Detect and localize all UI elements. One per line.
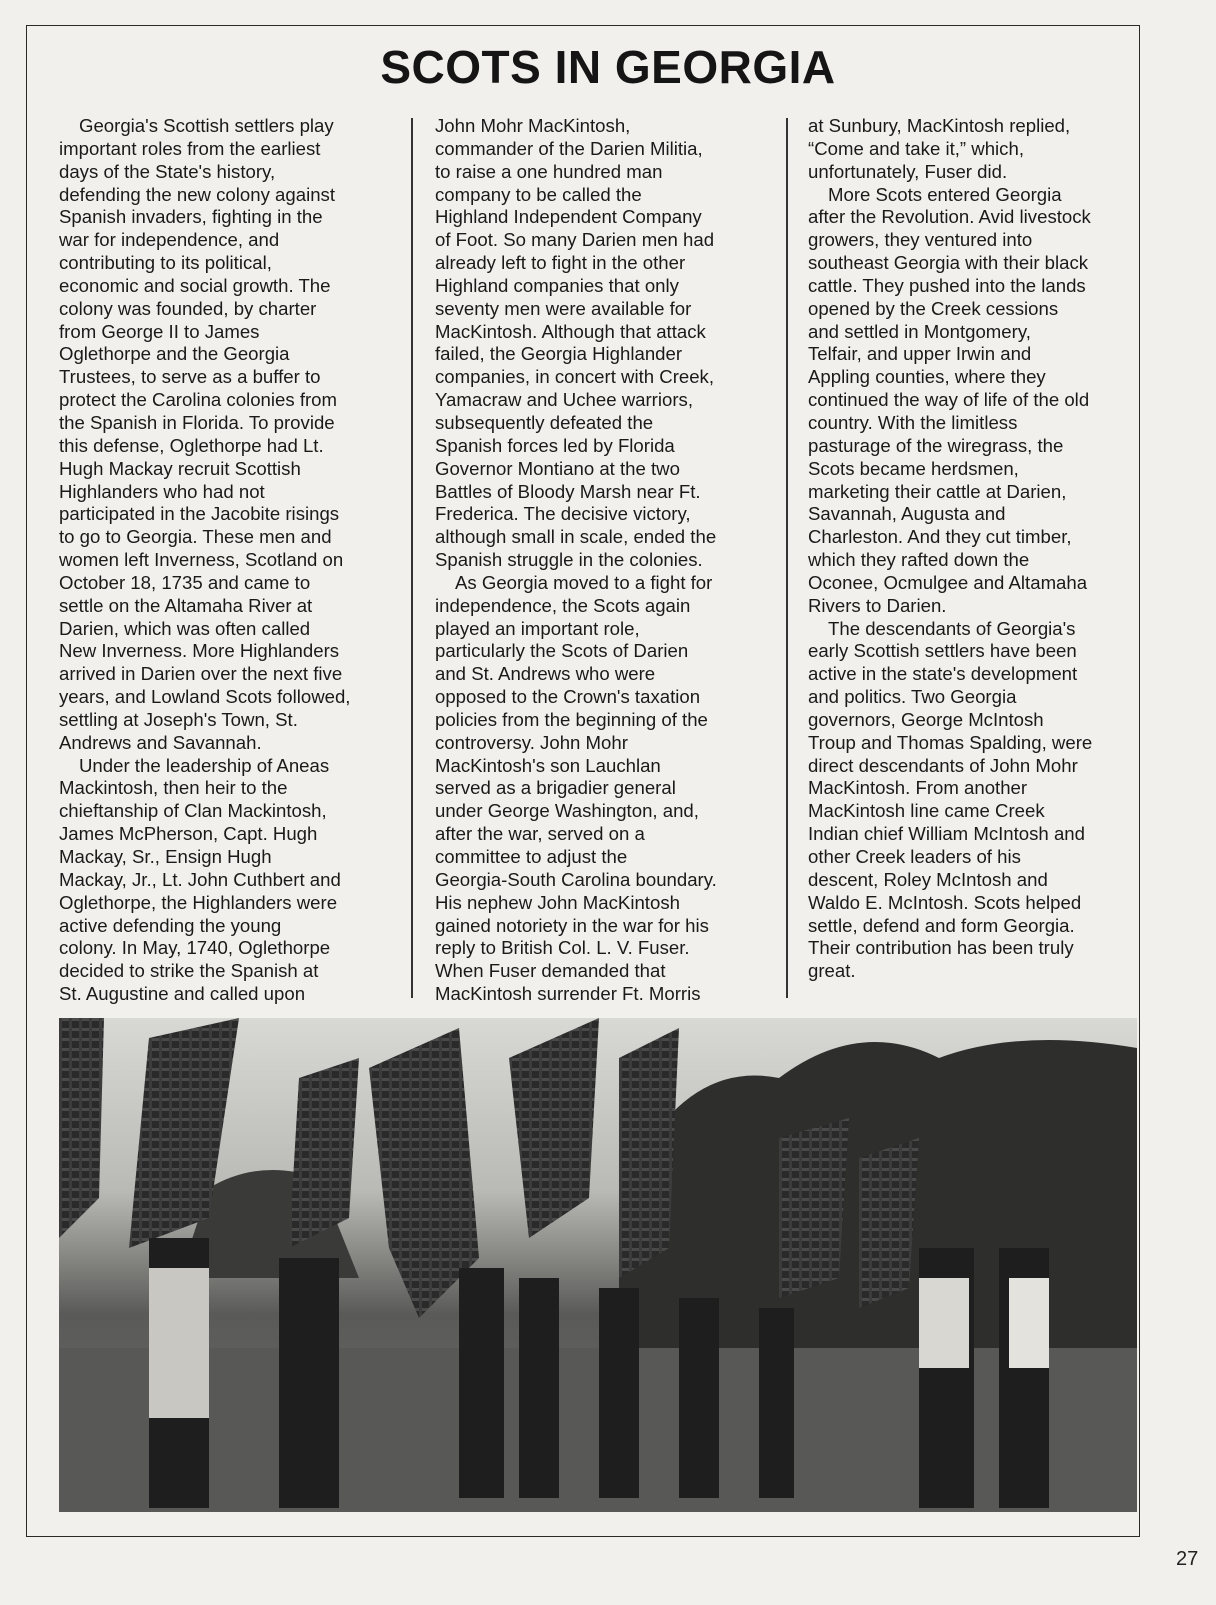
text-line: Their contribution has been truly [808, 937, 1074, 959]
text-line: failed, the Georgia Highlander [435, 343, 683, 365]
text-line: “Come and take it,” which, [808, 137, 1024, 159]
text-line: Georgia's Scottish settlers play [79, 115, 334, 136]
text-line: committee to adjust the [435, 846, 628, 867]
text-line: under George Washington, and, [435, 800, 699, 822]
text-line: MacKintosh's son Lauchlan [435, 754, 661, 776]
article-title: SCOTS IN GEORGIA [380, 41, 836, 93]
text-line: Rivers to Darien. [808, 594, 947, 616]
text-line: economic and social growth. The [59, 274, 331, 296]
text-line: colony was founded, by charter [59, 297, 317, 319]
text-line: More Scots entered Georgia [828, 183, 1062, 205]
text-line: although small in scale, ended the [435, 526, 717, 548]
text-line: settle, defend and form Georgia. [808, 914, 1075, 936]
text-line: reply to British Col. L. V. Fuser. [435, 937, 690, 959]
text-line: opposed to the Crown's taxation [435, 686, 701, 708]
text-line: subsequently defeated the [435, 411, 654, 433]
text-line: settle on the Altamaha River at [59, 594, 313, 616]
text-line: particularly the Scots of Darien [435, 640, 689, 662]
text-line: decided to strike the Spanish at [59, 960, 319, 982]
text-line: important roles from the earliest [59, 137, 321, 159]
text-column-1 [59, 115, 350, 1006]
text-line: His nephew John MacKintosh [435, 891, 680, 913]
text-line: Troup and Thomas Spalding, were [808, 731, 1093, 753]
text-line: other Creek leaders of his [808, 846, 1021, 867]
text-line: colony. In May, 1740, Oglethorpe [59, 937, 331, 959]
column-divider [786, 118, 788, 998]
text-line: Battles of Bloody Marsh near Ft. [435, 480, 701, 502]
text-line: defending the new colony against [59, 183, 336, 205]
text-line: companies, in concert with Creek, [435, 366, 715, 388]
text-line: Waldo E. McIntosh. Scots helped [808, 891, 1082, 913]
photo-highland-flag-ceremony [59, 1018, 1137, 1512]
text-line: war for independence, and [59, 229, 280, 251]
text-line: October 18, 1735 and came to [59, 571, 311, 593]
text-line: country. With the limitless [808, 411, 1018, 433]
text-line: women left Inverness, Scotland on [59, 549, 344, 571]
text-line: chieftanship of Clan Mackintosh, [59, 800, 327, 822]
text-line: pasturage of the wiregrass, the [808, 434, 1064, 456]
text-column-2 [435, 115, 717, 1006]
text-line: St. Augustine and called upon [59, 983, 306, 1005]
text-line: gained notoriety in the war for his [435, 914, 709, 936]
text-line: commander of the Darien Militia, [435, 137, 703, 159]
text-line: MacKintosh. From another [808, 777, 1028, 799]
text-line: Mackay, Sr., Ensign Hugh [59, 846, 272, 867]
text-line: New Inverness. More Highlanders [59, 640, 340, 662]
text-line: policies from the beginning of the [435, 708, 708, 730]
text-line: served as a brigadier general [435, 777, 676, 799]
text-line: days of the State's history, [59, 160, 276, 182]
text-line: unfortunately, Fuser did. [808, 160, 1008, 182]
text-line: the Spanish in Florida. To provide [59, 411, 335, 433]
text-line: after the Revolution. Avid livestock [808, 206, 1091, 228]
text-line: played an important role, [435, 617, 640, 639]
text-line: Highland companies that only [435, 274, 679, 296]
text-line: Frederica. The decisive victory, [435, 503, 691, 525]
text-line: Trustees, to serve as a buffer to [59, 366, 321, 388]
text-line: Mackintosh, then heir to the [59, 777, 288, 799]
photo-image [59, 1018, 1137, 1512]
text-line: this defense, Oglethorpe had Lt. [59, 434, 324, 456]
text-line: to raise a one hundred man [435, 160, 663, 182]
text-line: MacKintosh surrender Ft. Morris [435, 983, 701, 1005]
text-line: Spanish struggle in the colonies. [435, 549, 703, 571]
text-line: Charleston. And they cut timber, [808, 526, 1072, 548]
text-line: Spanish forces led by Florida [435, 434, 675, 456]
text-line: Andrews and Savannah. [59, 731, 262, 753]
text-line: from George II to James [59, 320, 260, 342]
text-line: John Mohr MacKintosh, [435, 115, 631, 136]
text-line: great. [808, 960, 856, 982]
text-line: MacKintosh. Although that attack [435, 320, 706, 342]
text-line: Under the leadership of Aneas [79, 754, 330, 776]
text-column-3 [808, 115, 1092, 983]
text-line: Oconee, Ocmulgee and Altamaha [808, 571, 1088, 593]
text-line: Georgia-South Carolina boundary. [435, 868, 717, 890]
text-line: marketing their cattle at Darien, [808, 480, 1067, 502]
text-line: and politics. Two Georgia [808, 686, 1017, 708]
text-line: Hugh Mackay recruit Scottish [59, 457, 301, 479]
text-line: Highland Independent Company [435, 206, 702, 228]
text-line: Savannah, Augusta and [808, 503, 1006, 525]
text-line: cattle. They pushed into the lands [808, 274, 1086, 296]
text-line: Yamacraw and Uchee warriors, [435, 389, 693, 411]
text-line: opened by the Creek cessions [808, 297, 1059, 319]
text-line: and St. Andrews who were [435, 663, 656, 685]
text-line: years, and Lowland Scots followed, [59, 686, 351, 708]
text-line: settling at Joseph's Town, St. [59, 708, 298, 730]
text-line: growers, they ventured into [808, 229, 1033, 251]
text-line: Governor Montiano at the two [435, 457, 680, 479]
text-line: Spanish invaders, fighting in the [59, 206, 323, 228]
text-line: active defending the young [59, 914, 282, 936]
text-line: early Scottish settlers have been [808, 640, 1077, 662]
text-line: Indian chief William McIntosh and [808, 823, 1085, 845]
text-line: Telfair, and upper Irwin and [808, 343, 1032, 365]
text-line: When Fuser demanded that [435, 960, 666, 982]
text-line: company to be called the [435, 183, 642, 205]
text-line: Oglethorpe, the Highlanders were [59, 891, 338, 913]
text-line: active in the state's development [808, 663, 1078, 685]
text-line: Oglethorpe and the Georgia [59, 343, 290, 365]
text-line: contributing to its political, [59, 252, 272, 274]
text-line: protect the Carolina colonies from [59, 389, 338, 411]
text-line: Mackay, Jr., Lt. John Cuthbert and [59, 868, 341, 890]
text-line: participated in the Jacobite risings [59, 503, 340, 525]
text-line: Scots became herdsmen, [808, 457, 1019, 479]
text-line: after the war, served on a [435, 823, 645, 845]
text-line: direct descendants of John Mohr [808, 754, 1078, 776]
text-line: Highlanders who had not [59, 480, 265, 502]
text-line: independence, the Scots again [435, 594, 691, 616]
text-line: James McPherson, Capt. Hugh [59, 823, 318, 845]
text-line: MacKintosh line came Creek [808, 800, 1045, 822]
column-divider [411, 118, 413, 998]
text-line: already left to fight in the other [435, 252, 686, 274]
text-line: continued the way of life of the old [808, 389, 1090, 411]
text-line: seventy men were available for [435, 297, 692, 319]
text-line: As Georgia moved to a fight for [455, 571, 713, 593]
text-line: and settled in Montgomery, [808, 320, 1031, 342]
text-line: to go to Georgia. These men and [59, 526, 332, 548]
text-line: governors, George McIntosh [808, 708, 1044, 730]
page-number: 27 [1176, 1548, 1199, 1570]
text-line: of Foot. So many Darien men had [435, 229, 715, 251]
text-line: The descendants of Georgia's [828, 617, 1076, 639]
text-line: Darien, which was often called [59, 617, 311, 639]
text-line: descent, Roley McIntosh and [808, 868, 1048, 890]
text-line: at Sunbury, MacKintosh replied, [808, 115, 1071, 136]
text-line: controversy. John Mohr [435, 731, 628, 753]
text-line: arrived in Darien over the next five [59, 663, 343, 685]
text-line: which they rafted down the [808, 549, 1030, 571]
text-line: southeast Georgia with their black [808, 252, 1089, 274]
text-line: Appling counties, where they [808, 366, 1046, 388]
